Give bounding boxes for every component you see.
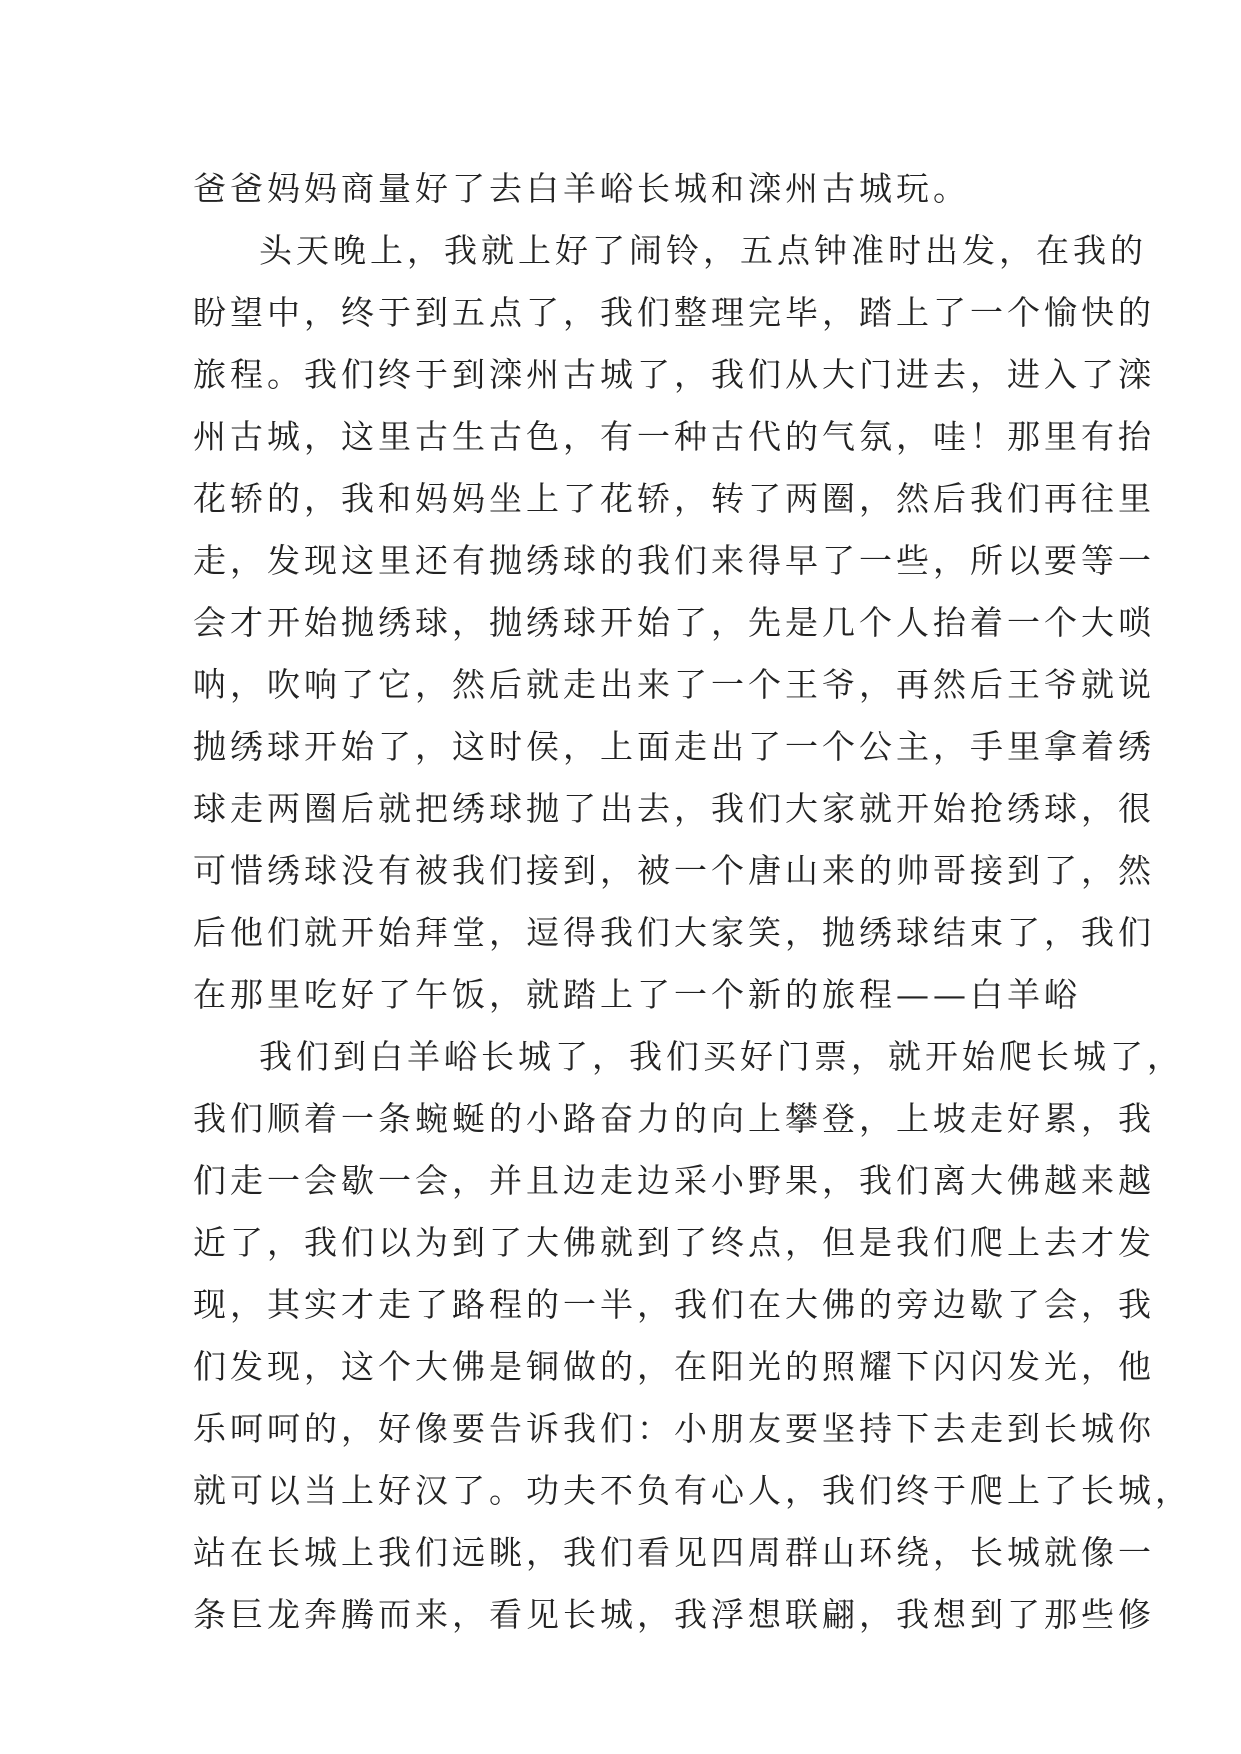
essay-body	[193, 158, 1192, 1646]
text-line: 盼望中，终于到五点了，我们整理完毕，踏上了一个愉快的	[193, 293, 1155, 332]
paragraph-first-line: 头天晚上，我就上好了闹铃，五点钟准时出发，在我的	[259, 231, 1147, 270]
text-line: 我们顺着一条蜿蜒的小路奋力的向上攀登，上坡走好累，我	[193, 1099, 1155, 1138]
text-line: 就可以当上好汉了。功夫不负有心人，我们终于爬上了长城，	[193, 1471, 1192, 1510]
text-line: 爸爸妈妈商量好了去白羊峪长城和滦州古城玩。	[193, 169, 970, 208]
text-line: 呐，吹响了它，然后就走出来了一个王爷，再然后王爷就说	[193, 665, 1155, 704]
text-line: 走，发现这里还有抛绣球的我们来得早了一些，所以要等一	[193, 541, 1155, 580]
text-line: 会才开始抛绣球，抛绣球开始了，先是几个人抬着一个大唢	[193, 603, 1155, 642]
text-line: 条巨龙奔腾而来，看见长城，我浮想联翩，我想到了那些修	[193, 1595, 1155, 1634]
text-line: 旅程。我们终于到滦州古城了，我们从大门进去，进入了滦	[193, 355, 1155, 394]
text-line: 近了，我们以为到了大佛就到了终点，但是我们爬上去才发	[193, 1223, 1155, 1262]
text-line: 现，其实才走了路程的一半，我们在大佛的旁边歇了会，我	[193, 1285, 1155, 1324]
text-line: 花轿的，我和妈妈坐上了花轿，转了两圈，然后我们再往里	[193, 479, 1155, 518]
text-line: 抛绣球开始了，这时侯，上面走出了一个公主，手里拿着绣	[193, 727, 1155, 766]
text-line: 站在长城上我们远眺，我们看见四周群山环绕，长城就像一	[193, 1533, 1155, 1572]
text-line: 州古城，这里古生古色，有一种古代的气氛，哇！那里有抬	[193, 417, 1155, 456]
text-line: 在那里吃好了午饭，就踏上了一个新的旅程——白羊峪	[193, 975, 1081, 1014]
text-line: 可惜绣球没有被我们接到，被一个唐山来的帅哥接到了，然	[193, 851, 1155, 890]
text-line: 们走一会歇一会，并且边走边采小野果，我们离大佛越来越	[193, 1161, 1155, 1200]
paragraph-first-line: 我们到白羊峪长城了，我们买好门票，就开始爬长城了，	[259, 1037, 1184, 1076]
text-line: 乐呵呵的，好像要告诉我们：小朋友要坚持下去走到长城你	[193, 1409, 1155, 1448]
text-line: 球走两圈后就把绣球抛了出去，我们大家就开始抢绣球，很	[193, 789, 1155, 828]
text-line: 后他们就开始拜堂，逗得我们大家笑，抛绣球结束了，我们	[193, 913, 1155, 952]
text-line: 们发现，这个大佛是铜做的，在阳光的照耀下闪闪发光，他	[193, 1347, 1155, 1386]
